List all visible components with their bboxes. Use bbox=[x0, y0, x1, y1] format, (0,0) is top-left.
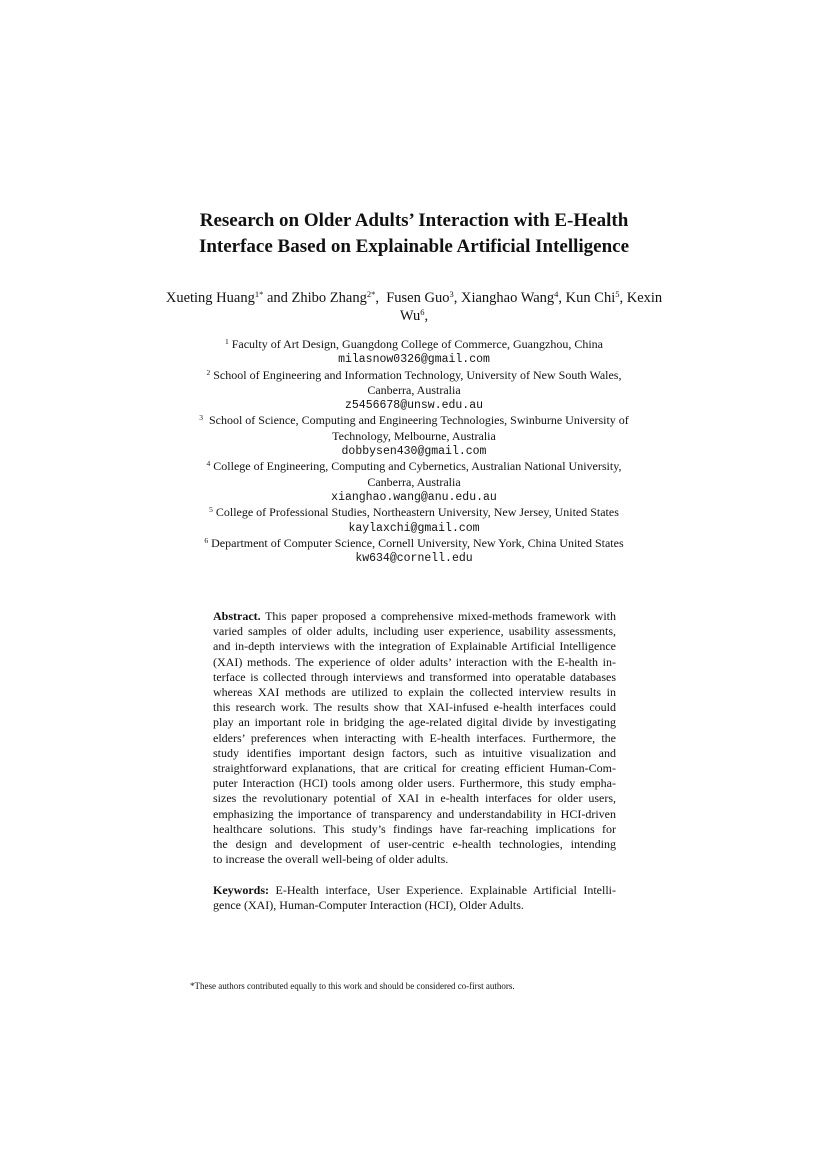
affiliation-number: 6 bbox=[204, 535, 209, 545]
title-line: Research on Older Adults’ Interaction with E-Health bbox=[199, 210, 629, 231]
affiliation-text: School of Science, Computing and Engineering Technologies, Swinburne University of bbox=[208, 413, 629, 428]
keywords-line bbox=[213, 883, 616, 898]
paper-title bbox=[150, 208, 678, 260]
author-sup: 1* bbox=[254, 289, 264, 299]
affiliation-text: Faculty of Art Design, Guangdong College of Commerce, Guangzhou, China bbox=[231, 337, 603, 351]
author-email: milasnow0326@gmail.com bbox=[338, 353, 490, 367]
affiliation-text: Canberra, Australia bbox=[367, 382, 461, 397]
abstract-line: play an important role in bridging the age-related digital divide by investigating bbox=[213, 715, 616, 730]
author-email: z5456678@unsw.edu.au bbox=[344, 399, 484, 413]
author-name: Xueting Huang bbox=[165, 290, 255, 306]
abstract-line: varied samples of older adults, including user experience, usability assessments, bbox=[213, 624, 616, 639]
author-sup: 6 bbox=[420, 307, 425, 317]
affiliation-text: Department of Computer Science, Cornell University, New York, China United States bbox=[211, 535, 624, 550]
abstract-line: to increase the overall well-being of older adults. bbox=[213, 852, 449, 867]
abstract-line: study identifies important design factors, such as intuitive visualization and bbox=[213, 745, 616, 760]
abstract-line: and in-depth interviews with the integration of Explainable Artificial Intelligence bbox=[213, 639, 616, 654]
author-sup: 3 bbox=[449, 289, 454, 299]
affiliation-number: 1 bbox=[224, 337, 229, 346]
affiliation-number: 5 bbox=[209, 505, 213, 515]
affiliation-text: College of Engineering, Computing and Cybernetics, Australian National University, bbox=[213, 459, 622, 474]
affiliation-number: 2 bbox=[206, 367, 211, 377]
abstract-line: straightforward explanations, that are critical for creating efficient Human-Com- bbox=[213, 761, 616, 776]
abstract-line: (XAI) methods. The experience of older adults’ interaction with the E-health in- bbox=[213, 654, 616, 669]
abstract-line: this research work. The results show that XAI-infused e-health interfaces could bbox=[213, 700, 616, 715]
author-name: Zhibo Zhang bbox=[291, 290, 367, 306]
author-list: Xueting Huang$^{1*}$ and Zhibo Zhang$^{2*}$, Fusen Guo$^3$, Xianghao Wang$^4$, Kun Chi$^5$, Kexin Wu$^6$, bbox=[165, 289, 663, 324]
abstract-line: sizes the revolutionary potential of XAI in e-health interfaces for older users, bbox=[213, 791, 616, 806]
author-email: xianghao.wang@anu.edu.au bbox=[331, 490, 497, 504]
author-sup: 2* bbox=[366, 289, 376, 299]
affiliation-1 bbox=[150, 337, 678, 368]
affiliation-text: Technology, Melbourne, Australia bbox=[332, 428, 496, 443]
abstract-label: Abstract. bbox=[213, 609, 261, 623]
affiliation-number: 3 bbox=[199, 413, 203, 423]
author-name: Xianghao Wang bbox=[460, 290, 555, 306]
author-sup: 4 bbox=[554, 289, 559, 299]
affiliation-list bbox=[150, 337, 678, 566]
abstract-line: elders’ preferences when interacting with E-health interfaces. Furthermore, the bbox=[213, 730, 616, 745]
keywords-label: Keywords: bbox=[213, 883, 269, 897]
abstract-line bbox=[213, 609, 616, 624]
abstract-line: emphasizing the importance of transparency and understandability in HCI-driven bbox=[213, 806, 616, 821]
title-line: Interface Based on Explainable Artificial Intelligence bbox=[198, 236, 630, 257]
abstract-line: healthcare solutions. This study’s findings have far-reaching implications for bbox=[213, 821, 616, 836]
author-email: dobbysen430@gmail.com bbox=[341, 445, 487, 459]
affiliation-5 bbox=[150, 505, 678, 536]
footnote: *These authors contributed equally to this work and should be considered co-first authors. bbox=[190, 981, 515, 991]
affiliation-text: School of Engineering and Information Technology, University of New South Wales, bbox=[213, 367, 622, 382]
affiliation-2 bbox=[150, 368, 678, 414]
abstract-line: puter Interaction (HCI) tools among older users. Furthermore, this study empha- bbox=[213, 776, 616, 791]
affiliation-number: 4 bbox=[206, 459, 211, 469]
abstract-line: the design and development of user-centric e-health technologies, intending bbox=[213, 837, 616, 852]
abstract-line: terface is collected through interviews and transformed into operatable databases bbox=[213, 669, 616, 684]
author-sup: 5 bbox=[615, 289, 620, 299]
keywords bbox=[213, 883, 616, 913]
affiliation-3 bbox=[150, 413, 678, 459]
author-name: Wu bbox=[399, 308, 421, 324]
affiliation-text: Canberra, Australia bbox=[367, 474, 461, 489]
abstract-text: This paper proposed a comprehensive mixed-methods framework with bbox=[260, 609, 616, 623]
keywords-line: gence (XAI), Human-Computer Interaction (HCI), Older Adults. bbox=[213, 898, 524, 913]
author-email: kaylaxchi@gmail.com bbox=[348, 521, 480, 535]
abstract bbox=[213, 609, 616, 867]
author-name: Kexin bbox=[626, 290, 663, 306]
abstract-line: whereas XAI methods are utilized to explain the collected interview results in bbox=[213, 685, 616, 700]
affiliation-text: College of Professional Studies, Northeastern University, New Jersey, United States bbox=[215, 505, 619, 520]
author-name: Fusen Guo bbox=[386, 290, 450, 306]
author-name: Kun Chi bbox=[565, 290, 616, 306]
affiliation-6 bbox=[150, 536, 678, 567]
author-email: kw634@cornell.edu bbox=[355, 552, 473, 566]
author-conjunction: and bbox=[263, 290, 292, 306]
affiliation-4 bbox=[150, 459, 678, 505]
keywords-text: E-Health interface, User Experience. Explainable Artificial Intelli- bbox=[269, 883, 616, 897]
